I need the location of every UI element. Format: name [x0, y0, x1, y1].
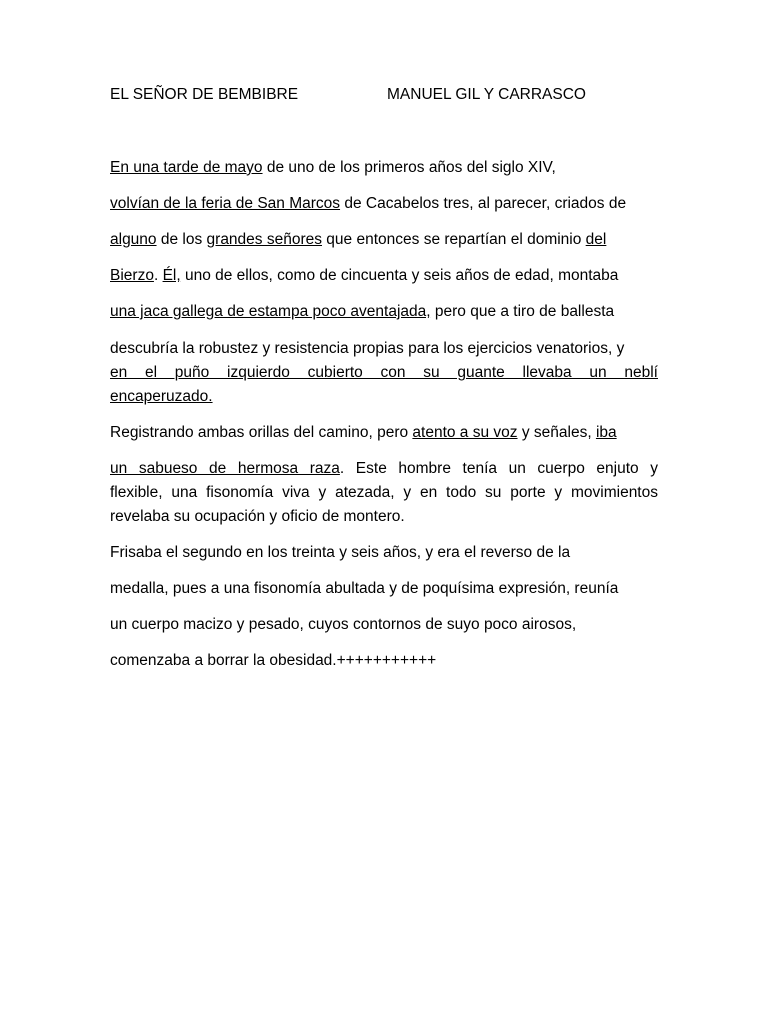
- text-line-8: [110, 385, 658, 409]
- text-line-9: [110, 421, 658, 445]
- text-segment: un cuerpo macizo y pesado, cuyos contornos de suyo poco airosos,: [110, 616, 577, 633]
- text-segment: Frisaba el segundo en los treinta y seis años, y era el reverso de la: [110, 544, 571, 561]
- underlined-text: en el puño izquierdo cubierto con su guante llevaba un neblí: [110, 364, 658, 381]
- text-line-11: [110, 481, 658, 505]
- text-line-1: [110, 156, 658, 180]
- underlined-text: un sabueso de hermosa raza: [110, 460, 340, 477]
- underlined-text: grandes señores: [206, 231, 322, 248]
- text-line-10: [110, 457, 658, 481]
- text-segment: medalla, pues a una fisonomía abultada y de poquísima expresión, reunía: [110, 580, 619, 597]
- underlined-text: encaperuzado.: [110, 388, 213, 405]
- underlined-text: Bierzo: [110, 267, 154, 284]
- text-line-6: [110, 337, 658, 361]
- underlined-text: iba: [595, 424, 617, 441]
- text-line-15: [110, 613, 658, 637]
- underlined-text: del: [585, 231, 607, 248]
- underlined-text: alguno: [110, 231, 157, 248]
- book-author: MANUEL GIL Y CARRASCO: [387, 86, 586, 103]
- text-segment: que entonces se repartían el dominio: [322, 231, 586, 248]
- text-segment: y señales,: [517, 424, 596, 441]
- text-segment: Registrando ambas orillas del camino, pero: [110, 424, 413, 441]
- text-segment: .: [153, 267, 163, 284]
- underlined-text: En una tarde de mayo: [110, 159, 263, 176]
- text-segment: de uno de los primeros años del siglo XIV,: [262, 159, 556, 176]
- text-line-14: [110, 577, 658, 601]
- underlined-text: atento a su voz: [412, 424, 518, 441]
- text-line-2: [110, 192, 658, 216]
- text-line-3: [110, 228, 658, 252]
- book-title: EL SEÑOR DE BEMBIBRE: [110, 86, 299, 103]
- text-segment: flexible, una fisonomía viva y atezada, y en todo su porte y movimientos: [110, 484, 658, 501]
- document-header: [110, 86, 658, 108]
- text-line-7: [110, 361, 658, 385]
- text-line-13: [110, 541, 658, 565]
- underlined-text: volvían de la feria de San Marcos: [110, 195, 341, 212]
- text-line-12: [110, 505, 658, 529]
- text-segment: uno de ellos, como de cincuenta y seis años de edad, montaba: [180, 267, 619, 284]
- text-segment: comenzaba a borrar la obesidad.+++++++++++: [110, 652, 437, 669]
- text-segment: revelaba su ocupación y oficio de montero.: [110, 508, 405, 525]
- text-line-16: [110, 649, 658, 673]
- text-segment: pero que a tiro de ballesta: [430, 303, 615, 320]
- text-line-5: [110, 300, 658, 324]
- text-line-4: [110, 264, 658, 288]
- underlined-text: una jaca gallega de estampa poco aventajada,: [110, 303, 431, 320]
- text-segment: descubría la robustez y resistencia propias para los ejercicios venatorios, y: [110, 340, 625, 357]
- text-segment: . Este hombre tenía un cuerpo enjuto y: [339, 460, 658, 477]
- text-segment: de Cacabelos tres, al parecer, criados de: [340, 195, 627, 212]
- text-segment: de los: [156, 231, 207, 248]
- underlined-text: Él,: [162, 267, 181, 284]
